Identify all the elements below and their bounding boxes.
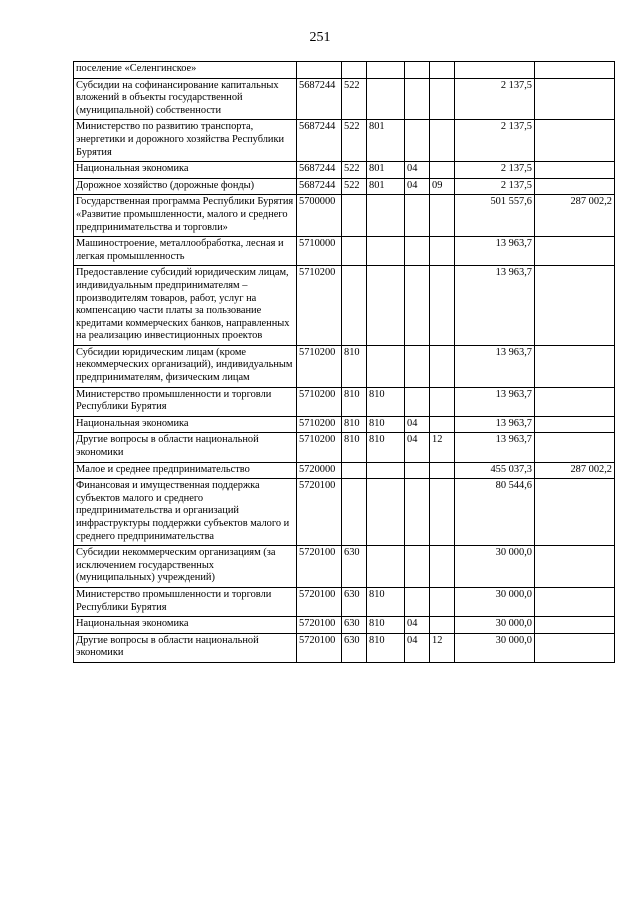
cell-subsection [430,479,455,546]
cell-section [405,479,430,546]
table-row [74,433,615,462]
cell-ministry-code [367,237,405,266]
cell-expense-type: 630 [342,617,367,634]
cell-amount: 30 000,0 [455,546,535,588]
cell-expense-type: 810 [342,345,367,387]
cell-name: Малое и среднее предпринимательство [74,462,297,479]
cell-target-article: 5687244 [297,178,342,195]
cell-expense-type: 810 [342,387,367,416]
cell-subsection [430,462,455,479]
cell-target-article: 5720000 [297,462,342,479]
cell-expense-type: 810 [342,433,367,462]
cell-subsection [430,266,455,346]
cell-expense-type [342,195,367,237]
cell-ministry-code: 810 [367,617,405,634]
cell-name: Национальная экономика [74,416,297,433]
cell-amount-secondary [535,178,615,195]
cell-expense-type [342,237,367,266]
cell-name: Финансовая и имущественная поддержка субъектов малого и среднего предпринимательства и организаций инфраструктуры поддержки субъектов малого и среднего предпринимательства [74,479,297,546]
cell-ministry-code [367,62,405,79]
cell-section: 04 [405,162,430,179]
cell-section [405,345,430,387]
cell-amount-secondary [535,78,615,120]
cell-amount: 30 000,0 [455,587,535,616]
cell-section [405,62,430,79]
cell-amount-secondary [535,416,615,433]
cell-name: Министерство по развитию транспорта, энергетики и дорожного хозяйства Республики Бурятия [74,120,297,162]
cell-amount: 455 037,3 [455,462,535,479]
cell-section [405,78,430,120]
cell-expense-type: 522 [342,162,367,179]
table-row [74,546,615,588]
cell-name: Предоставление субсидий юридическим лицам, индивидуальным предпринимателям – производителям товаров, работ, услуг на компенсацию части платы за пользование кредитами коммерческих банков, направленных на реализацию инвестиционных проектов [74,266,297,346]
cell-ministry-code: 801 [367,178,405,195]
cell-target-article: 5720100 [297,479,342,546]
table-row [74,462,615,479]
cell-amount: 13 963,7 [455,387,535,416]
cell-target-article: 5710200 [297,345,342,387]
cell-subsection: 12 [430,633,455,662]
cell-expense-type [342,462,367,479]
table-row [74,479,615,546]
cell-name: Государственная программа Республики Бурятия «Развитие промышленности, малого и среднего предпринимательства и торговли» [74,195,297,237]
cell-name: Национальная экономика [74,617,297,634]
cell-section [405,120,430,162]
table-row [74,62,615,79]
cell-name: поселение «Селенгинское» [74,62,297,79]
cell-ministry-code [367,345,405,387]
cell-ministry-code: 810 [367,416,405,433]
cell-subsection: 09 [430,178,455,195]
cell-amount-secondary [535,62,615,79]
table-row [74,178,615,195]
cell-name: Министерство промышленности и торговли Республики Бурятия [74,387,297,416]
cell-expense-type: 630 [342,546,367,588]
cell-section [405,195,430,237]
cell-ministry-code: 801 [367,120,405,162]
cell-amount-secondary [535,345,615,387]
cell-amount-secondary [535,587,615,616]
cell-section [405,462,430,479]
table-row [74,345,615,387]
cell-expense-type: 810 [342,416,367,433]
cell-target-article: 5710200 [297,387,342,416]
cell-ministry-code [367,462,405,479]
cell-expense-type: 522 [342,120,367,162]
cell-amount-secondary [535,237,615,266]
cell-expense-type [342,266,367,346]
cell-section [405,237,430,266]
cell-ministry-code: 810 [367,633,405,662]
cell-name: Дорожное хозяйство (дорожные фонды) [74,178,297,195]
cell-section: 04 [405,617,430,634]
cell-subsection [430,617,455,634]
cell-amount-secondary [535,162,615,179]
cell-name: Национальная экономика [74,162,297,179]
cell-subsection: 12 [430,433,455,462]
cell-target-article: 5687244 [297,162,342,179]
cell-name: Другие вопросы в области национальной экономики [74,633,297,662]
cell-expense-type [342,479,367,546]
cell-amount: 13 963,7 [455,266,535,346]
cell-expense-type: 522 [342,178,367,195]
cell-name: Министерство промышленности и торговли Республики Бурятия [74,587,297,616]
cell-section [405,587,430,616]
cell-target-article: 5720100 [297,617,342,634]
cell-amount-secondary [535,633,615,662]
cell-amount-secondary [535,387,615,416]
cell-subsection [430,345,455,387]
cell-target-article: 5687244 [297,78,342,120]
cell-amount: 13 963,7 [455,237,535,266]
cell-expense-type: 630 [342,587,367,616]
table-row [74,587,615,616]
cell-subsection [430,387,455,416]
cell-name: Другие вопросы в области национальной экономики [74,433,297,462]
cell-section: 04 [405,178,430,195]
cell-amount: 30 000,0 [455,633,535,662]
cell-section [405,266,430,346]
cell-ministry-code: 801 [367,162,405,179]
cell-name: Субсидии некоммерческим организациям (за исключением государственных (муниципальных) учреждений) [74,546,297,588]
cell-amount-secondary [535,266,615,346]
cell-amount: 13 963,7 [455,416,535,433]
cell-amount: 80 544,6 [455,479,535,546]
budget-table-body [74,62,615,663]
cell-target-article: 5710200 [297,416,342,433]
cell-target-article: 5720100 [297,546,342,588]
table-row [74,162,615,179]
table-row [74,633,615,662]
cell-subsection [430,195,455,237]
table-row [74,195,615,237]
cell-section: 04 [405,633,430,662]
cell-ministry-code: 810 [367,587,405,616]
cell-target-article: 5710200 [297,433,342,462]
cell-subsection [430,120,455,162]
cell-section [405,387,430,416]
cell-target-article: 5720100 [297,633,342,662]
cell-amount: 2 137,5 [455,78,535,120]
cell-target-article: 5700000 [297,195,342,237]
cell-amount: 13 963,7 [455,433,535,462]
cell-ministry-code [367,479,405,546]
cell-amount: 30 000,0 [455,617,535,634]
cell-subsection [430,546,455,588]
cell-expense-type: 630 [342,633,367,662]
cell-section: 04 [405,433,430,462]
cell-name: Субсидии на софинансирование капитальных вложений в объекты государственной (муниципальной) собственности [74,78,297,120]
cell-amount: 2 137,5 [455,162,535,179]
cell-amount: 2 137,5 [455,120,535,162]
cell-amount-secondary [535,120,615,162]
cell-target-article: 5710200 [297,266,342,346]
table-row [74,387,615,416]
cell-amount-secondary: 287 002,2 [535,195,615,237]
table-row [74,416,615,433]
cell-ministry-code: 810 [367,387,405,416]
cell-name: Машиностроение, металлообработка, лесная и легкая промышленность [74,237,297,266]
budget-table [73,61,615,663]
cell-subsection [430,416,455,433]
table-row [74,237,615,266]
cell-amount-secondary [535,546,615,588]
table-row [74,266,615,346]
cell-target-article: 5687244 [297,120,342,162]
cell-amount-secondary: 287 002,2 [535,462,615,479]
cell-amount: 2 137,5 [455,178,535,195]
table-row [74,78,615,120]
cell-subsection [430,162,455,179]
cell-amount: 501 557,6 [455,195,535,237]
cell-subsection [430,78,455,120]
cell-subsection [430,62,455,79]
cell-target-article: 5710000 [297,237,342,266]
cell-expense-type [342,62,367,79]
cell-amount: 13 963,7 [455,345,535,387]
cell-target-article [297,62,342,79]
cell-ministry-code: 810 [367,433,405,462]
cell-amount-secondary [535,433,615,462]
cell-section [405,546,430,588]
cell-ministry-code [367,546,405,588]
cell-amount-secondary [535,479,615,546]
cell-amount-secondary [535,617,615,634]
cell-ministry-code [367,78,405,120]
cell-ministry-code [367,195,405,237]
cell-name: Субсидии юридическим лицам (кроме некоммерческих организаций), индивидуальным предпринимателям, физическим лицам [74,345,297,387]
table-row [74,617,615,634]
cell-subsection [430,587,455,616]
cell-target-article: 5720100 [297,587,342,616]
page-number: 251 [309,30,331,45]
cell-ministry-code [367,266,405,346]
cell-section: 04 [405,416,430,433]
cell-expense-type: 522 [342,78,367,120]
table-row [74,120,615,162]
cell-amount [455,62,535,79]
cell-subsection [430,237,455,266]
